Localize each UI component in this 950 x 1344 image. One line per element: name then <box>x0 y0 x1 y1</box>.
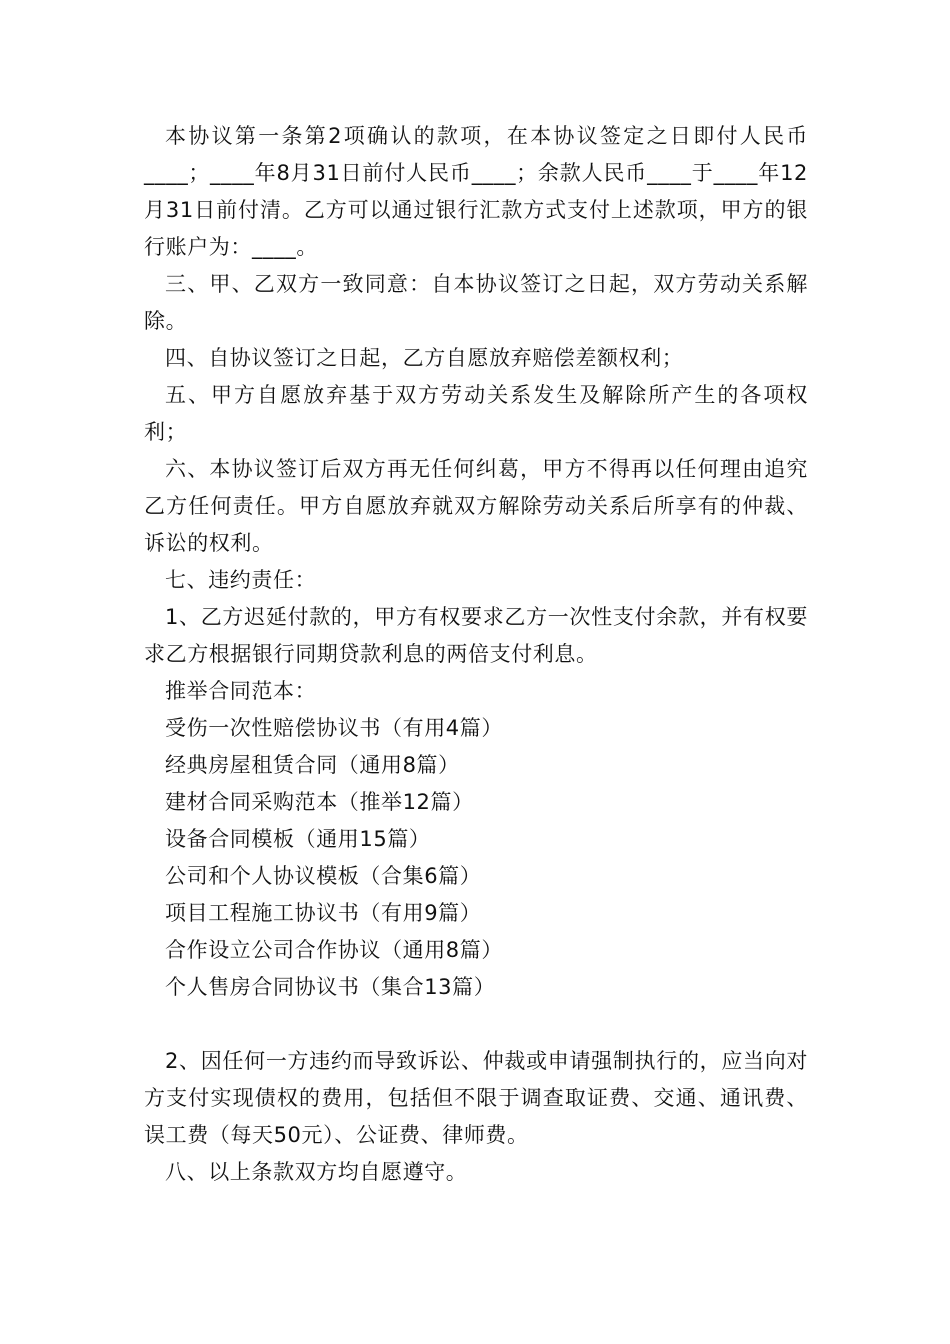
recommend-heading: 推举合同范本： <box>165 679 317 703</box>
document-page <box>144 118 808 1191</box>
recommend-link-5[interactable]: 公司和个人协议模板（合集6篇） <box>165 864 482 888</box>
paragraph-clause-7-item-2: 2、因任何一方违约而导致诉讼、仲裁或申请强制执行的，应当向对方支付实现债权的费用，包括但不限于调查取证费、交通、通讯费、误工费（每天50元）、公证费、律师费。 <box>144 1049 808 1147</box>
blank-line <box>144 1006 808 1043</box>
recommend-link-7[interactable]: 合作设立公司合作协议（通用8篇） <box>165 938 503 962</box>
recommend-link-3[interactable]: 建材合同采购范本（推举12篇） <box>165 790 474 814</box>
paragraph-clause-7-heading: 七、违约责任： <box>165 568 317 592</box>
paragraph-clause-7-item-1: 1、乙方迟延付款的，甲方有权要求乙方一次性支付余款，并有权要求乙方根据银行同期贷款利息的两倍支付利息。 <box>144 605 808 666</box>
paragraph-clause-6: 六、本协议签订后双方再无任何纠葛，甲方不得再以任何理由追究乙方任何责任。甲方自愿放弃就双方解除劳动关系后所享有的仲裁、诉讼的权利。 <box>144 457 808 555</box>
recommend-link-4[interactable]: 设备合同模板（通用15篇） <box>165 827 431 851</box>
recommend-link-6[interactable]: 项目工程施工协议书（有用9篇） <box>165 901 482 925</box>
paragraph-clause-3: 三、甲、乙双方一致同意：自本协议签订之日起，双方劳动关系解除。 <box>144 272 808 333</box>
recommend-link-1[interactable]: 受伤一次性赔偿协议书（有用4篇） <box>165 716 503 740</box>
paragraph-clause-8: 八、以上条款双方均自愿遵守。 <box>165 1160 468 1184</box>
recommend-link-8[interactable]: 个人售房合同协议书（集合13篇） <box>165 975 496 999</box>
recommend-link-2[interactable]: 经典房屋租赁合同（通用8篇） <box>165 753 460 777</box>
paragraph-clause-5: 五、甲方自愿放弃基于双方劳动关系发生及解除所产生的各项权利； <box>144 383 808 444</box>
paragraph-clause-4: 四、自协议签订之日起，乙方自愿放弃赔偿差额权利； <box>165 346 684 370</box>
paragraph-payment-terms: 本协议第一条第2项确认的款项，在本协议签定之日即付人民币____；____年8月31日前付人民币____；余款人民币____于____年12月31日前付清。乙方可以通过银行汇款方式支付上述款项，甲方的银行账户为：____。 <box>144 124 808 259</box>
